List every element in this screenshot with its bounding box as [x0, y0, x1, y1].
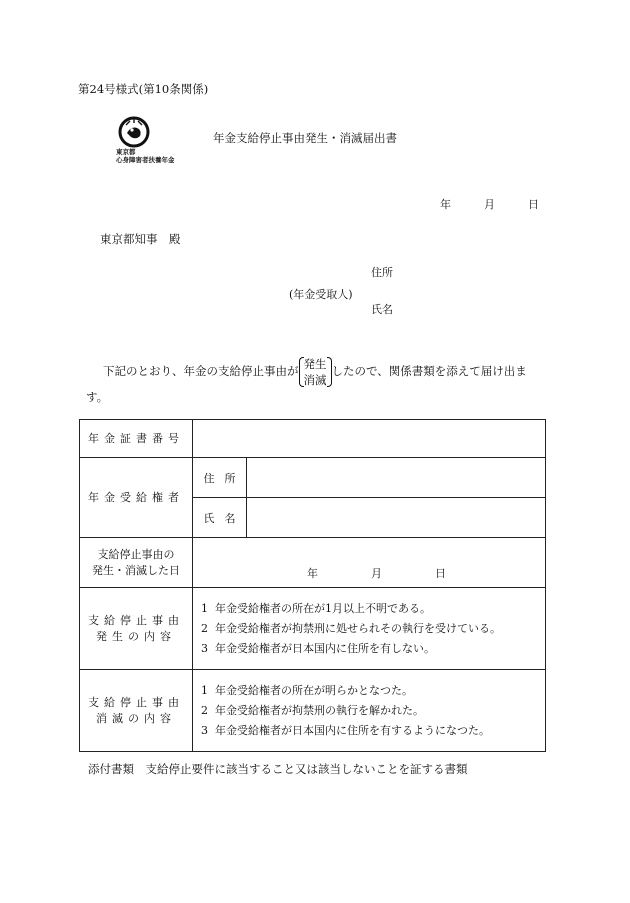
attachment-note: 添付書類 支給停止要件に該当すること又は該当しないことを証する書類: [88, 762, 468, 776]
logo-text-line1: 東京都: [116, 148, 136, 156]
address-char-1: 住: [203, 471, 215, 485]
occur-reason-item[interactable]: [201, 599, 545, 619]
beneficiary-name-label: [193, 498, 247, 538]
pension-number-field[interactable]: [193, 420, 546, 458]
declaration-text-line2: す。: [86, 390, 109, 404]
stop-date-month: 月: [371, 567, 382, 580]
date-day-label: 日: [528, 198, 539, 211]
beneficiary-address-label: [193, 458, 247, 498]
occur-label-line2: 発生の内容: [96, 629, 176, 643]
name-char-2: 名: [224, 511, 236, 525]
logo-text-line2: 心身障害者扶養年金: [116, 156, 175, 164]
cease-reasons-row: [80, 670, 546, 752]
cease-label-line1: 支給停止事由: [88, 695, 184, 709]
pension-emblem-icon: [118, 116, 150, 148]
name-char-1: 氏: [203, 511, 215, 525]
tokyo-pension-logo: [114, 116, 175, 164]
declaration-before-brace: 下記のとおり、年金の支給停止事由が: [103, 364, 299, 378]
stop-date-day: 日: [435, 567, 446, 580]
stop-date-year: 年: [307, 567, 318, 580]
recipient-address-label: 住所: [371, 266, 393, 279]
stop-date-field[interactable]: [193, 538, 546, 588]
cease-reasons-label: [80, 670, 193, 752]
occur-reason-item[interactable]: [201, 639, 545, 659]
cease-reason-number: 3: [201, 723, 208, 737]
submission-date: [440, 196, 539, 212]
form-number: 第24号様式(第10条関係): [78, 82, 209, 96]
brace-cease: 消滅: [303, 373, 327, 387]
cease-reasons-list: [193, 670, 546, 752]
occur-reason-text: 年金受給権者が拘禁刑に処せられその執行を受けている。: [215, 621, 501, 635]
cease-reason-text: 年金受給権者の所在が明らかとなつた。: [215, 683, 413, 697]
beneficiary-address-field[interactable]: [247, 458, 546, 498]
stop-date-label-line1: 支給停止事由の: [97, 547, 175, 561]
occur-reason-number: 1: [201, 601, 208, 615]
declaration-text: [103, 356, 527, 388]
addressee: 東京都知事 殿: [100, 232, 181, 246]
cease-reason-number: 2: [201, 703, 208, 717]
stop-date-row: [80, 538, 546, 588]
cease-reason-item[interactable]: [201, 701, 545, 721]
brace-occur: 発生: [303, 357, 327, 371]
occur-reasons-row: [80, 588, 546, 670]
document-title: 年金支給停止事由発生・消滅届出書: [213, 131, 397, 145]
cease-reason-number: 1: [201, 683, 208, 697]
occur-reason-text: 年金受給権者の所在が1月以上不明である。: [215, 601, 431, 615]
cease-reason-item[interactable]: [201, 681, 545, 701]
recipient-name-label: 氏名: [371, 303, 393, 316]
date-month-label: 月: [484, 198, 495, 211]
recipient-role-label: (年金受取人): [289, 288, 353, 301]
beneficiary-name-field[interactable]: [247, 498, 546, 538]
cease-reason-item[interactable]: [201, 721, 545, 741]
occur-cease-brace: [299, 356, 332, 388]
cease-reason-text: 年金受給権者が拘禁刑の執行を解かれた。: [215, 703, 424, 717]
beneficiary-address-row: [80, 458, 546, 498]
cease-reason-text: 年金受給権者が日本国内に住所を有するようになつた。: [215, 723, 490, 737]
pension-number-label: 年金証書番号: [80, 420, 193, 458]
cease-label-line2: 消滅の内容: [96, 711, 176, 725]
address-char-2: 所: [224, 471, 236, 485]
occur-reason-number: 2: [201, 621, 208, 635]
stop-date-ymd: [307, 565, 446, 581]
occur-reason-number: 3: [201, 641, 208, 655]
occur-label-line1: 支給停止事由: [88, 613, 184, 627]
declaration-after-brace: したので、関係書類を添えて届け出ま: [331, 364, 527, 378]
stop-date-label: [80, 538, 193, 588]
date-year-label: 年: [440, 198, 451, 211]
occur-reason-text: 年金受給権者が日本国内に住所を有しない。: [215, 641, 435, 655]
occur-reasons-list: [193, 588, 546, 670]
pension-number-row: [80, 420, 546, 458]
occur-reasons-label: [80, 588, 193, 670]
stop-date-label-line2: 発生・消滅した日: [92, 563, 180, 577]
occur-reason-item[interactable]: [201, 619, 545, 639]
form-table: [79, 419, 546, 752]
beneficiary-label: 年金受給権者: [80, 458, 193, 538]
